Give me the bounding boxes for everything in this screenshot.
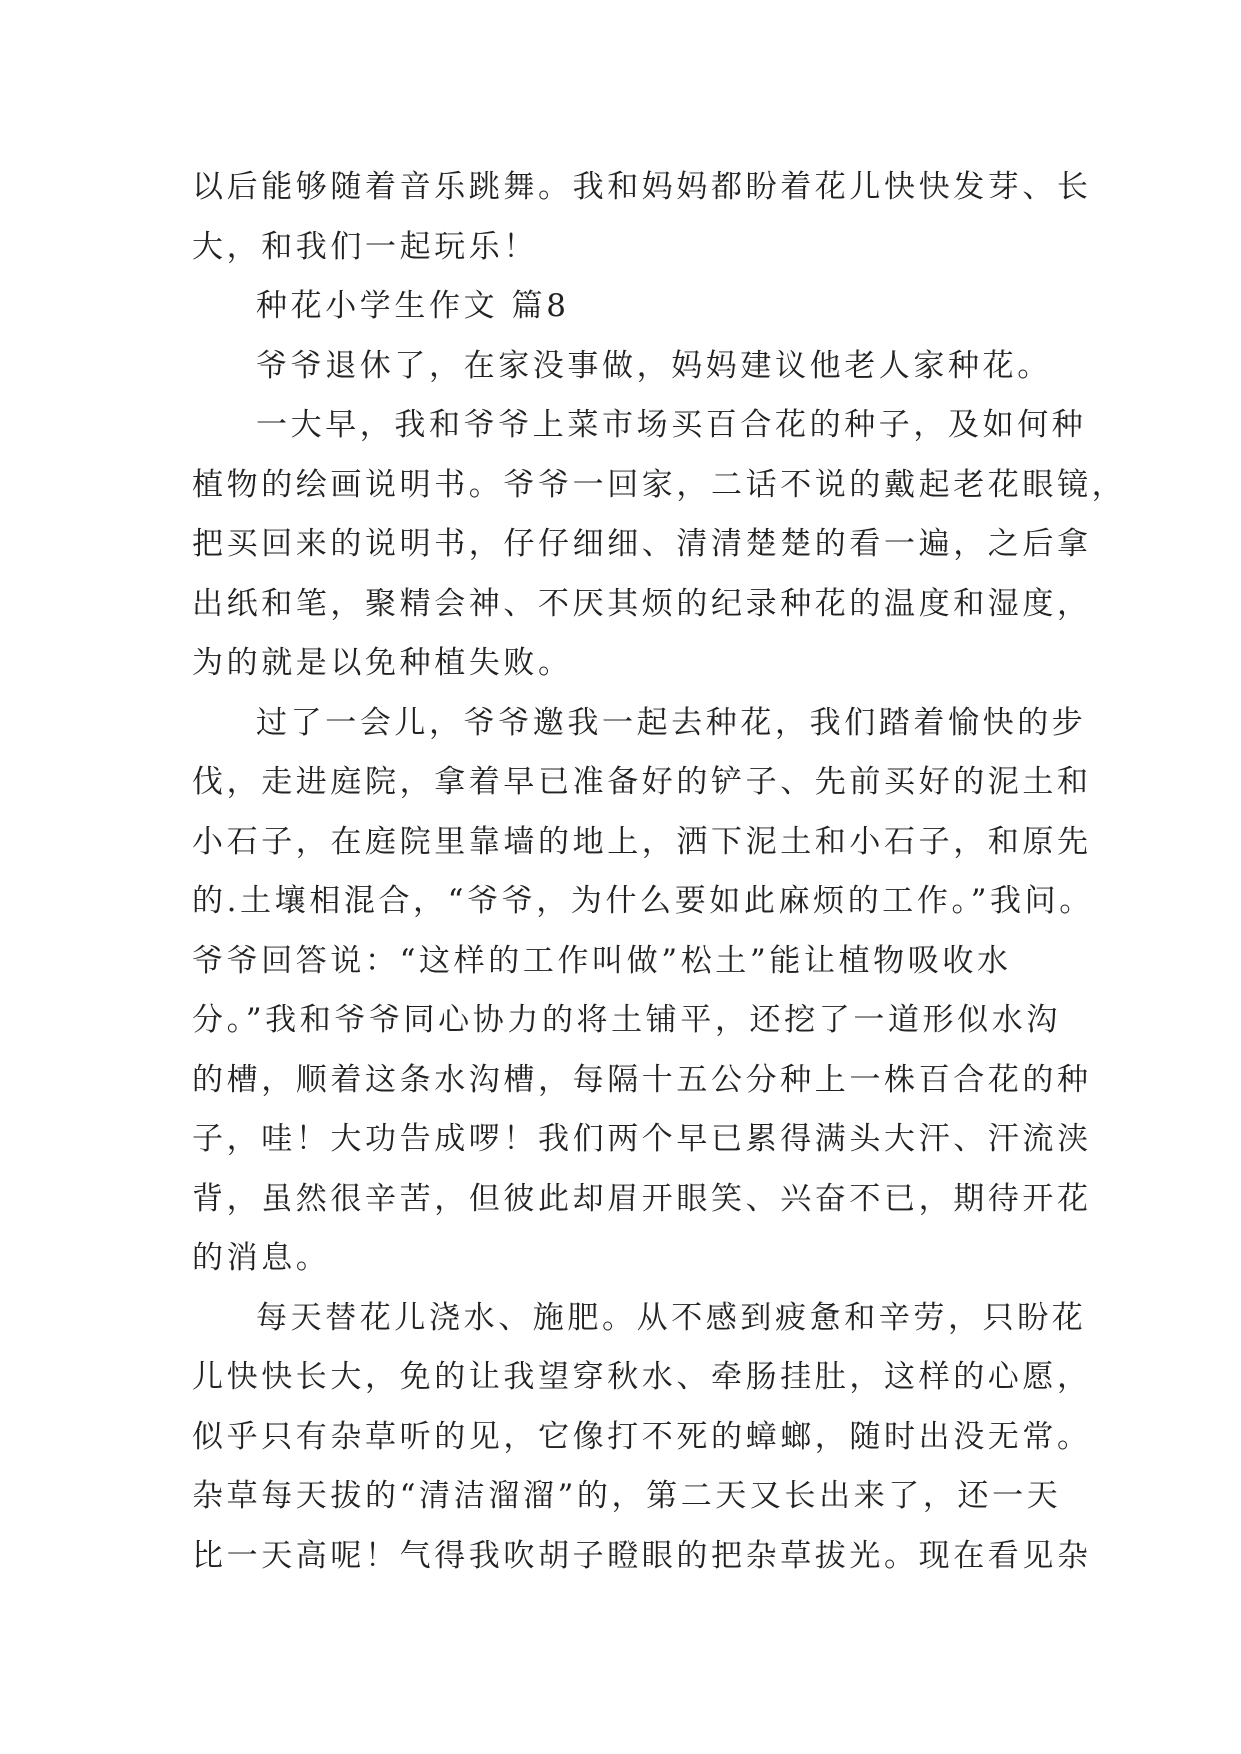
- text-line: 为的就是以免种植失败。: [192, 645, 573, 681]
- document-body: [192, 158, 1127, 1586]
- text-line: 分。”我和爷爷同心协力的将土铺平，还挖了一道形似水沟: [192, 1002, 1061, 1038]
- text-line: 子，哇！大功告成啰！我们两个早已累得满头大汗、汗流浃: [192, 1121, 1092, 1157]
- text-line: 的槽，顺着这条水沟槽，每隔十五公分种上一株百合花的种: [192, 1061, 1092, 1098]
- text-line: 植物的绘画说明书。爷爷一回家，二话不说的戴起老花眼镜，: [192, 466, 1127, 503]
- text-line: 比一天高呢！气得我吹胡子瞪眼的把杂草拔光。现在看见杂: [192, 1537, 1092, 1574]
- text-line: 的消息。: [192, 1240, 331, 1276]
- text-line: 小石子，在庭院里靠墙的地上，洒下泥土和小石子，和原先: [192, 823, 1092, 860]
- text-line: 每天替花儿浇水、施肥。从不感到疲惫和辛劳，只盼花: [256, 1299, 1087, 1336]
- text-line: 伐，走进庭院，拿着早已准备好的铲子、先前买好的泥土和: [192, 764, 1092, 800]
- text-line: 杂草每天拔的“清洁溜溜”的，第二天又长出来了，还一天: [192, 1478, 1062, 1514]
- text-line: 似乎只有杂草听的见，它像打不死的蟑螂，随时出没无常。: [192, 1418, 1092, 1455]
- text-line: 过了一会儿，爷爷邀我一起去种花，我们踏着愉快的步: [256, 704, 1087, 741]
- text-line: 爷爷退休了，在家没事做，妈妈建议他老人家种花。: [256, 347, 1052, 384]
- text-line: 背，虽然很辛苦，但彼此却眉开眼笑、兴奋不已，期待开花: [192, 1180, 1092, 1217]
- text-line: 把买回来的说明书，仔仔细细、清清楚楚的看一遍，之后拿: [192, 526, 1092, 562]
- text-line: 爷爷回答说：“这样的工作叫做”松土”能让植物吸收水: [192, 942, 1012, 979]
- section-heading: 种花小学生作文 篇8: [256, 288, 570, 324]
- text-line: 的.土壤相混合，“爷爷，为什么要如此麻烦的工作。”我问。: [192, 883, 1094, 919]
- text-line: 以后能够随着音乐跳舞。我和妈妈都盼着花儿快快发芽、长: [192, 169, 1092, 205]
- text-line: 儿快快长大，免的让我望穿秋水、牵肠挂肚，这样的心愿，: [192, 1359, 1092, 1395]
- text-line: 出纸和笔，聚精会神、不厌其烦的纪录种花的温度和湿度，: [192, 585, 1092, 622]
- text-line: 大，和我们一起玩乐！: [192, 228, 538, 265]
- text-line: 一大早，我和爷爷上菜市场买百合花的种子，及如何种: [256, 407, 1087, 443]
